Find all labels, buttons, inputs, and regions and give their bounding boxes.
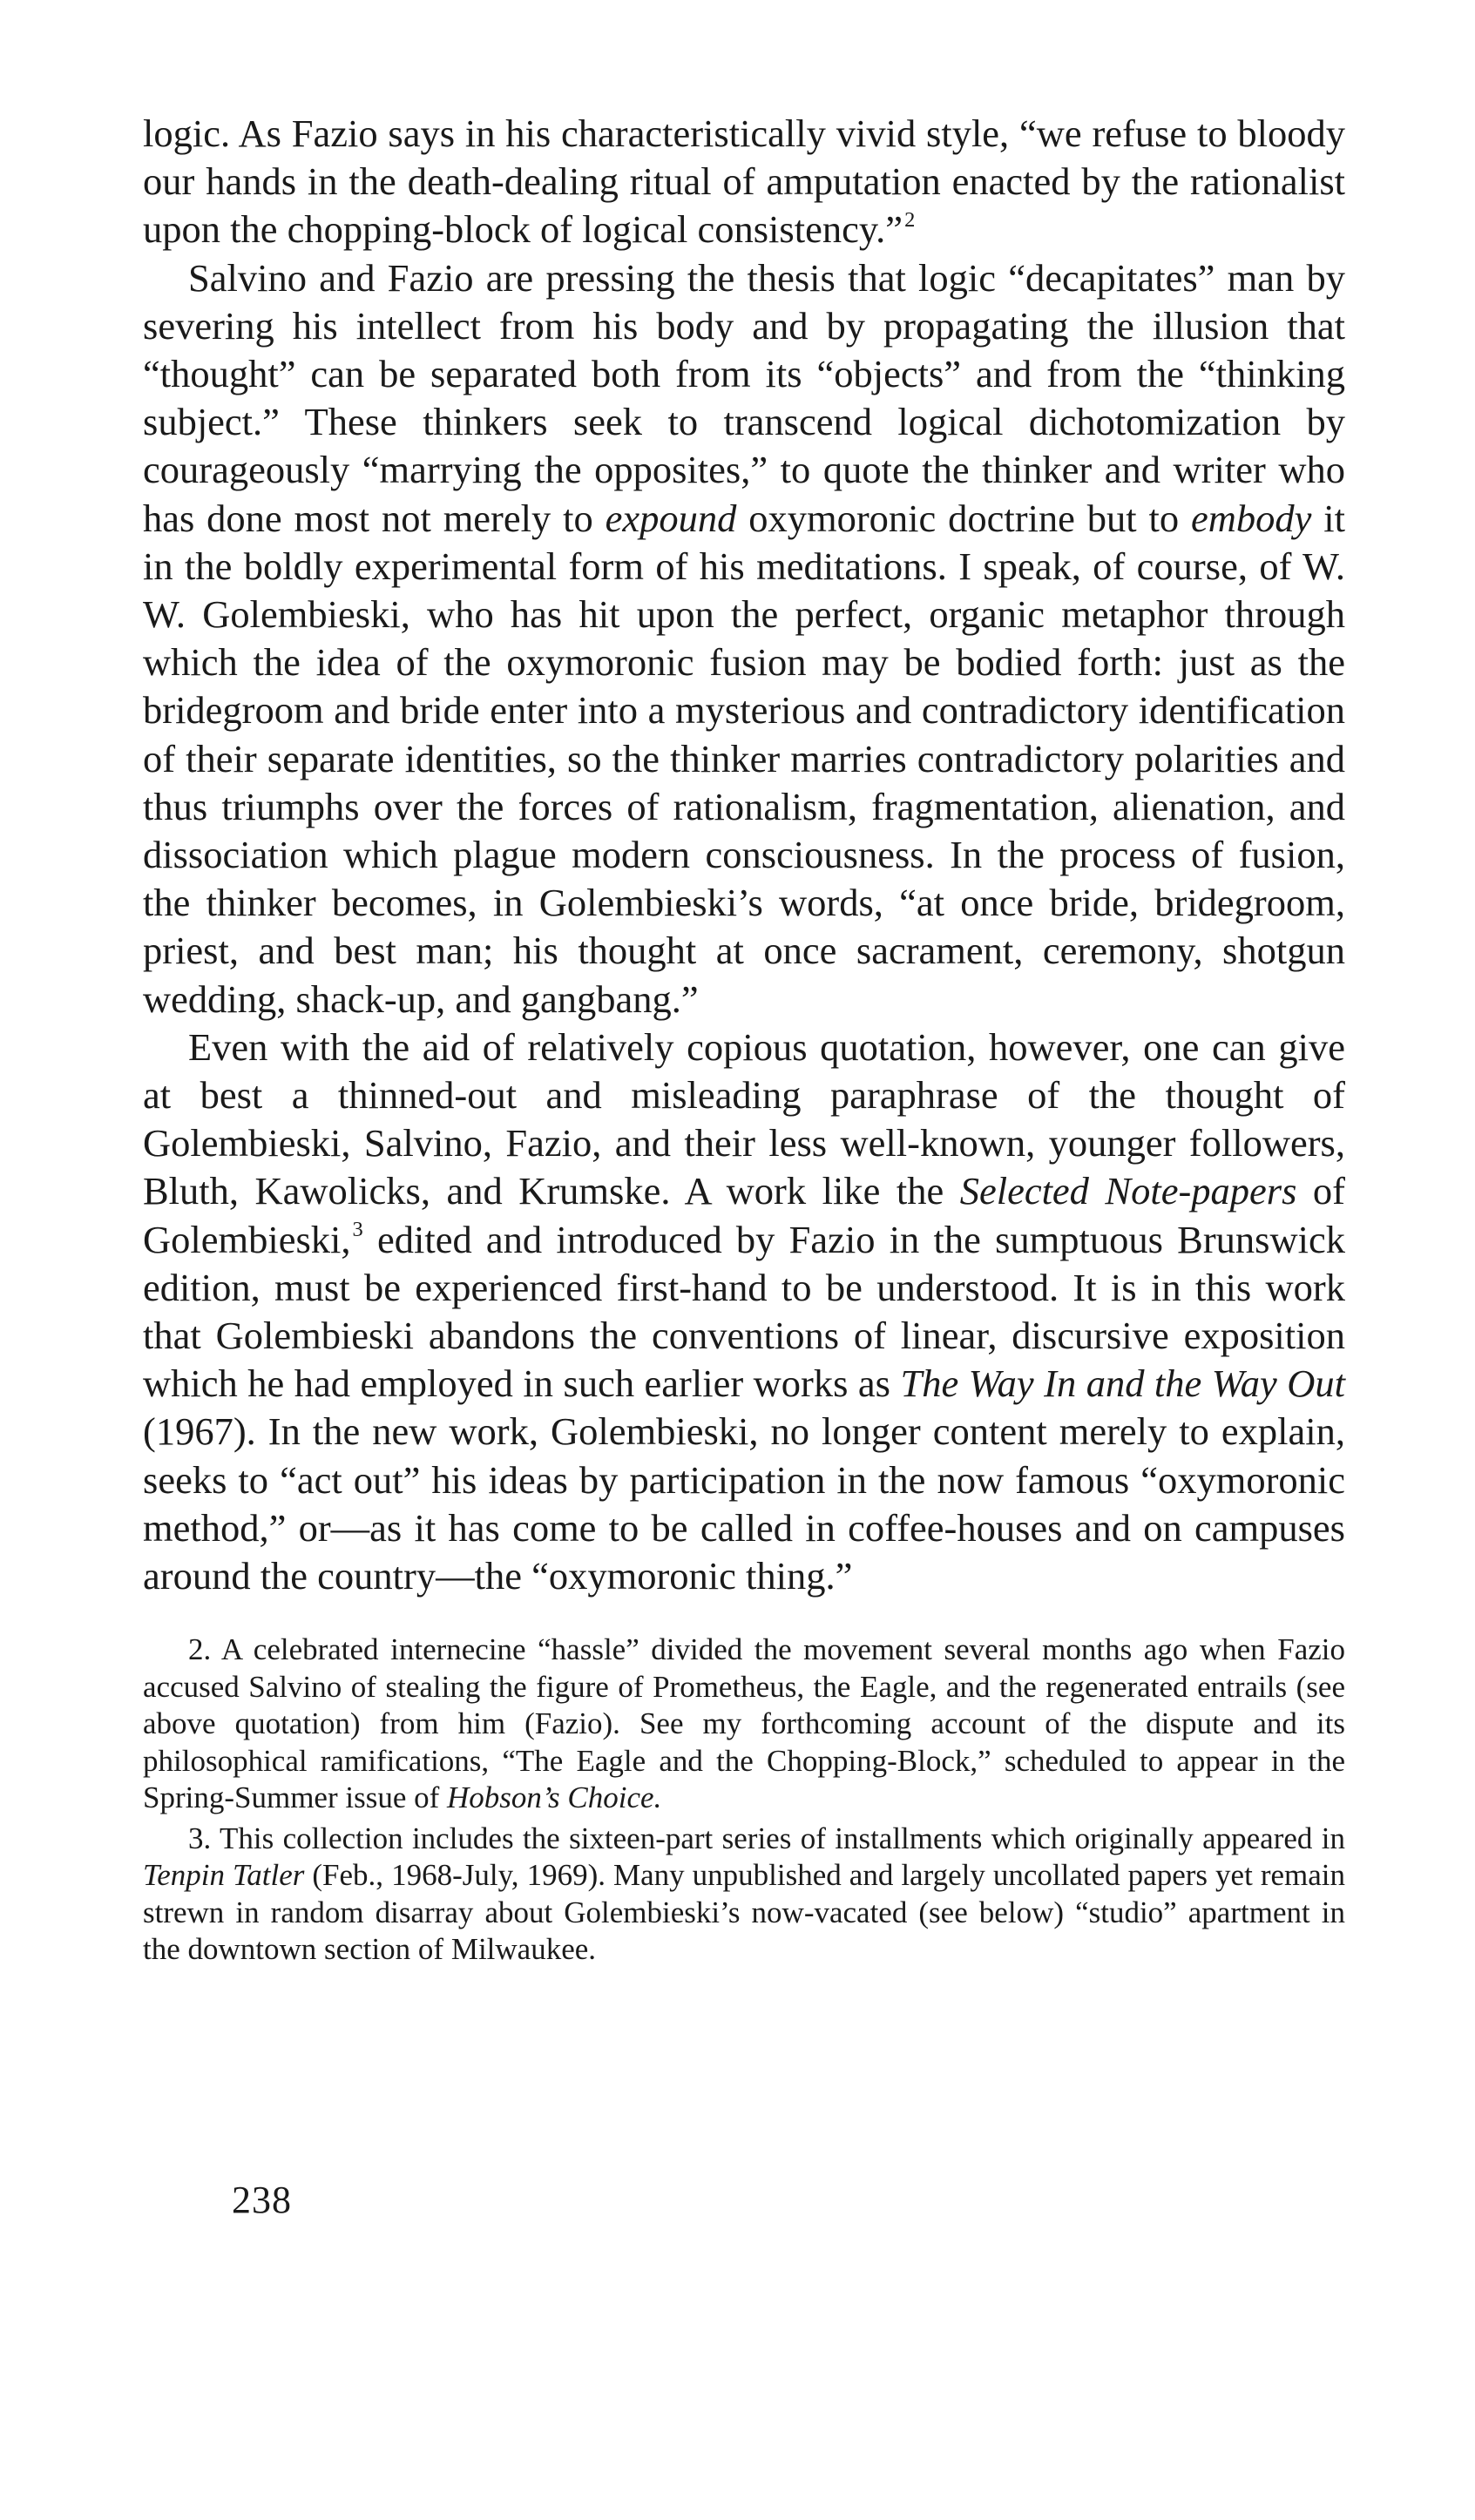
paragraph-3-text-c: edited and introduced by Fazio in the sumptuous Brunswick edition, must be experienced first-hand to be understood. It is in this work that Golembieski abandons the conventions of linear, discursive exposition which he had employed in such earlier works as xyxy=(143,1217,1345,1406)
title-selected-note-papers: Selected Note-papers xyxy=(959,1169,1297,1213)
footnote-3-text-a: 3. This collection includes the sixteen-part series of installments which originally appeared in xyxy=(188,1821,1345,1855)
title-hobsons-choice: Hobson’s Choice. xyxy=(447,1780,662,1815)
paragraph-2-text-b: oxymoronic doctrine but to xyxy=(736,496,1192,540)
paragraph-3-text-d: (1967). In the new work, Golembieski, no longer content merely to explain, seeks to “act out” his ideas by participation in the now famous “oxymoronic method,” or—as it has come to be called in coffee-houses and on campuses around the country—the “oxymoronic thing.” xyxy=(143,1409,1345,1598)
footnote-2 xyxy=(143,1632,1345,1817)
title-tenpin-tatler: Tenpin Tatler xyxy=(143,1858,305,1893)
emphasis-expound: expound xyxy=(605,496,737,540)
footnote-ref-2[interactable]: 2 xyxy=(904,208,916,233)
paragraph-3 xyxy=(143,1024,1345,1600)
body-text xyxy=(143,110,1345,1600)
footnote-2-text-a: 2. A celebrated internecine “hassle” divided the movement several months ago when Fazio accused Salvino of stealing the figure of Prometheus, the Eagle, and the regenerated entrails (see above quotation) from him (Fazio). See my forthcoming account of the dispute and its philosophical ramifications, “The Eagle and the Chopping-Block,” scheduled to appear in the Spring-Summer issue of xyxy=(143,1632,1345,1815)
paragraph-3-text-a: Even with the aid of relatively copious quotation, however, one can give at best a thinned-out and misleading paraphrase of the thought of Golembieski, Salvino, Fazio, and their less well-known, younger followers, Bluth, Kawolicks, and Krumske. A work like the xyxy=(143,1024,1345,1213)
paragraph-3-text-b: of Golembieski, xyxy=(143,1169,1345,1261)
page-number: 238 xyxy=(232,2179,292,2221)
page xyxy=(143,110,1345,1969)
footnote-3 xyxy=(143,1821,1345,1969)
footnote-ref-3[interactable]: 3 xyxy=(352,1218,363,1242)
paragraph-1-text: logic. As Fazio says in his characteristically vivid style, “we refuse to bloody our hands in the death-dealing ritual of amputation enacted by the rationalist upon the chopping-block of logical consistency.” xyxy=(143,111,1345,252)
paragraph-2-text-c: it in the boldly experimental form of his meditations. I speak, of course, of W. W. Golembieski, who has hit upon the perfect, organic metaphor through which the idea of the oxymoronic fusion may be bodied forth: just as the bridegroom and bride enter into a mysterious and contradictory identification of their separate identities, so the thinker marries contradictory polarities and thus triumphs over the forces of rationalism, fragmentation, alienation, and dissociation which plague modern consciousness. In the process of fusion, the thinker becomes, in Golembieski’s words, “at once bride, bridegroom, priest, and best man; his thought at once sacrament, ceremony, shotgun wedding, shack-up, and gangbang.” xyxy=(143,496,1345,1021)
footnotes xyxy=(143,1632,1345,1969)
title-the-way-in: The Way In and the Way Out xyxy=(900,1361,1345,1406)
emphasis-embody: embody xyxy=(1191,496,1312,540)
paragraph-2-text-a: Salvino and Fazio are pressing the thesis that logic “decapitates” man by severing his intellect from his body and by propagating the illusion that “thought” can be separated both from its “objects” and from the “thinking subject.” These thinkers seek to transcend logical dichotomization by courageously “marrying the opposites,” to quote the thinker and writer who has done most not merely to xyxy=(143,255,1345,540)
paragraph-1 xyxy=(143,110,1345,254)
footnote-3-text-b: (Feb., 1968-July, 1969). Many unpublished and largely uncollated papers yet remain strewn in random disarray about Golembieski’s now-vacated (see below) “studio” apartment in the downtown section of Milwaukee. xyxy=(143,1858,1345,1967)
paragraph-2 xyxy=(143,254,1345,1024)
